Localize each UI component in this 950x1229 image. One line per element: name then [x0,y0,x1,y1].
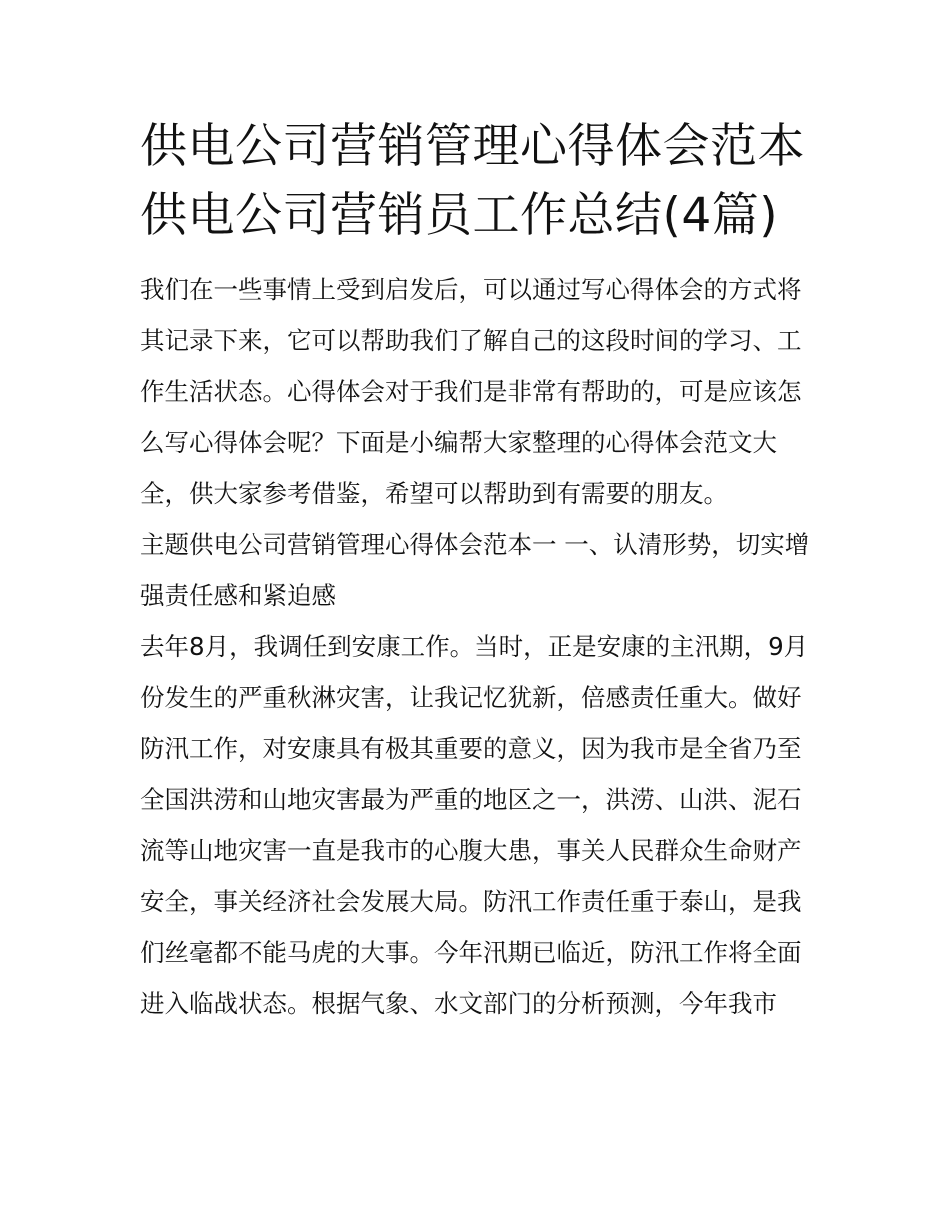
document-body [140,112,816,1029]
section-heading-paragraph: 主题供电公司营销管理心得体会范本一 一、认清形势，切实增强责任感和紧迫感 [140,530,810,610]
body-paragraph: 去年8月，我调任到安康工作。当时，正是安康的主汛期，9月份发生的严重秋淋灾害，让我记忆犹新，倍感责任重大。做好防汛工作，对安康具有极其重要的意义，因为我市是全省乃至全国洪涝和山地灾害最为严重的地区之一，洪涝、山洪、泥石流等山地灾害一直是我市的心腹大患，事关人民群众生命财产安全，事关经济社会发展大局。防汛工作责任重于泰山，是我们丝毫都不能马虎的大事。今年汛期已临近，防汛工作将全面进入临战状态。根据气象、水文部门的分析预测，今年我市 [140,632,809,1018]
document-title: 供电公司营销管理心得体会范本 供电公司营销员工作总结(4篇) [140,119,805,243]
intro-paragraph: 我们在一些事情上受到启发后，可以通过写心得体会的方式将其记录下来，它可以帮助我们了解自己的这段时间的学习、工作生活状态。心得体会对于我们是非常有帮助的，可是应该怎么写心得体会呢？下面是小编帮大家整理的心得体会范文大全，供大家参考借鉴，希望可以帮助到有需要的朋友。 [140,275,802,508]
